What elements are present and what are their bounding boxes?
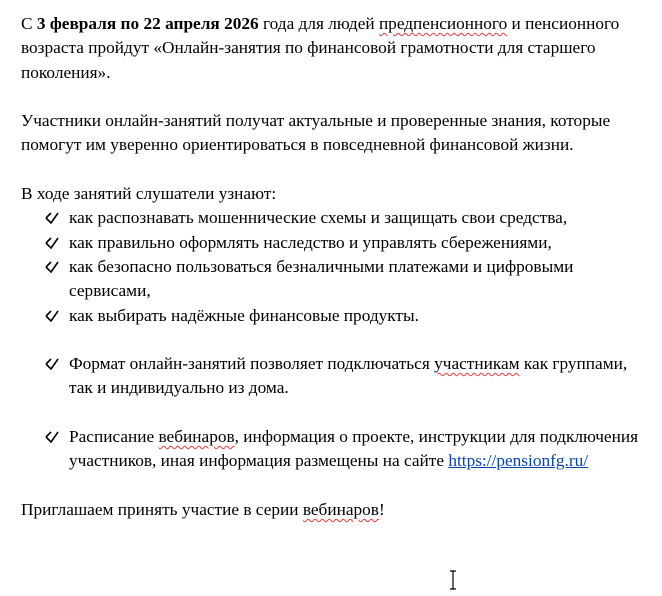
format-text-1: Формат онлайн-занятий позволяет подключаться (69, 354, 435, 374)
blank-line (21, 158, 651, 182)
schedule-item (21, 425, 651, 474)
intro-text-2: и пенсионного возраста пройдут «Онлайн-занятия по финансовой грамотности для старшего поколения». (21, 14, 620, 82)
blank-line (21, 401, 651, 425)
spellcheck-word: вебинаров (302, 499, 379, 519)
blank-line (21, 474, 651, 498)
invite-text-2: ! (378, 499, 385, 519)
invite-text-1: Приглашаем принять участие в серии (21, 499, 303, 519)
intro-paragraph (21, 12, 651, 85)
intro-prefix: С (21, 14, 37, 33)
spellcheck-word: предпенсионного (378, 14, 508, 33)
topics-heading: В ходе занятий слушатели узнают: (21, 184, 277, 204)
blank-line (21, 328, 651, 352)
blank-line (21, 85, 651, 109)
intro-dates: 3 февраля по 22 апреля 2026 (36, 14, 259, 33)
arrow-check-bullet-icon (45, 255, 61, 279)
format-item (21, 352, 651, 401)
arrow-check-bullet-icon (45, 425, 61, 449)
intro-text-1: года для людей (258, 14, 379, 33)
list-item-text: как выбирать надёжные финансовые продукты. (69, 305, 419, 325)
list-item (21, 255, 651, 304)
text-cursor-icon (448, 570, 458, 590)
topics-list (21, 206, 651, 327)
spellcheck-word: участникам (434, 354, 520, 374)
list-item-text: как безопасно пользоваться безналичными платежами и цифровыми сервисами, (69, 256, 574, 301)
arrow-check-bullet-icon (45, 352, 61, 376)
list-item (21, 206, 651, 230)
arrow-check-bullet-icon (45, 206, 61, 230)
participants-paragraph: Участники онлайн-занятий получат актуальные и проверенные знания, которые помогут им уверенно ориентироваться в повседневной финансовой жизни. (21, 111, 611, 155)
website-link[interactable]: https://pensionfg.ru/ (448, 451, 589, 471)
format-text-2: как группами, так и индивидуально из дома. (69, 354, 628, 398)
list-item-text: как распознавать мошеннические схемы и защищать свои средства, (69, 208, 568, 228)
schedule-text-2: , информация о проекте, инструкции для подключения участников, иная информация размещены на сайте (69, 427, 639, 471)
list-item-text: как правильно оформлять наследство и управлять сбережениями, (69, 232, 552, 252)
list-item (21, 231, 651, 255)
invite-paragraph (21, 498, 651, 522)
schedule-text-1: Расписание (69, 427, 159, 447)
document-body (21, 12, 651, 522)
list-item (21, 304, 651, 328)
arrow-check-bullet-icon (45, 304, 61, 328)
spellcheck-word: вебинаров (158, 427, 235, 447)
arrow-check-bullet-icon (45, 231, 61, 255)
